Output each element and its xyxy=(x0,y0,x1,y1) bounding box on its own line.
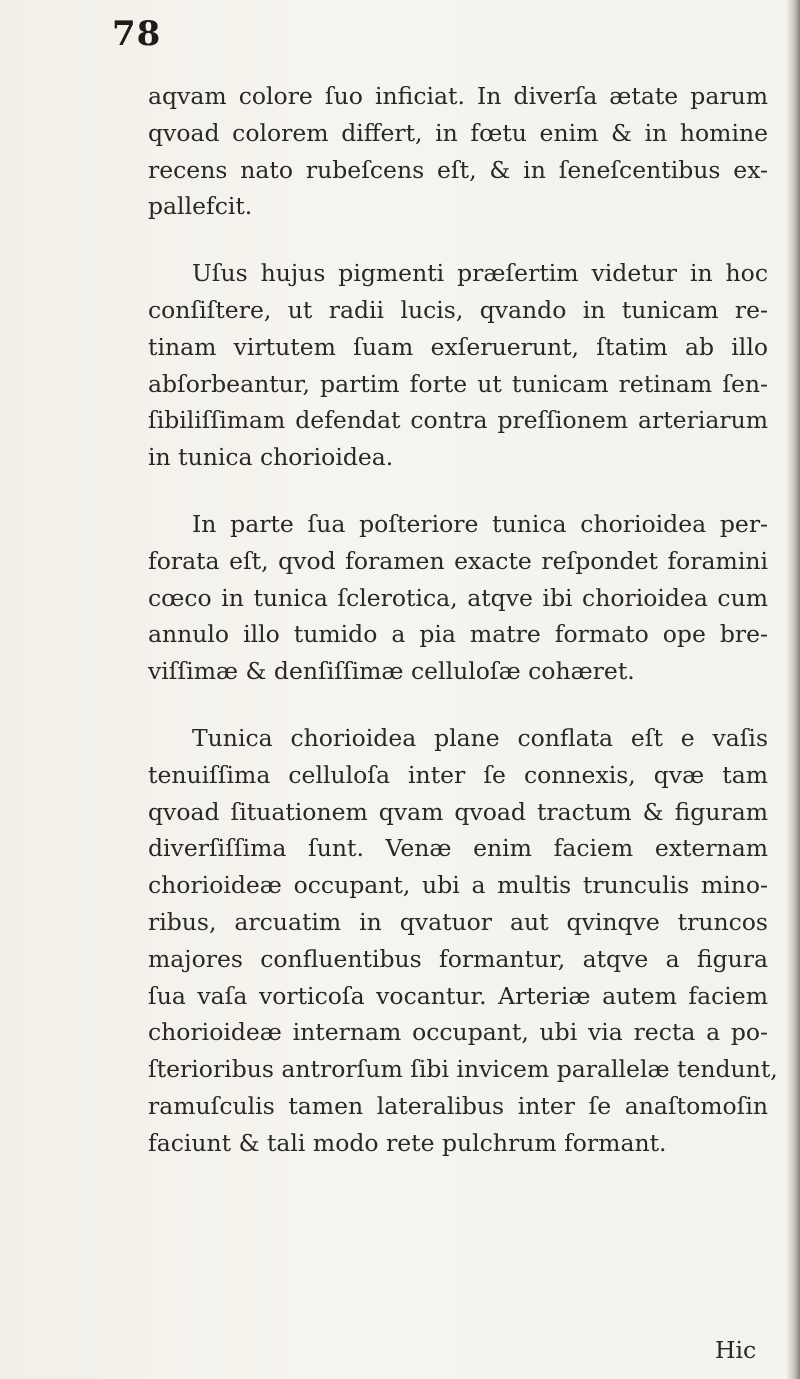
text-line: annulo illo tumido a pia matre formato ope bre- xyxy=(148,620,768,649)
text-line: diverſiſſima ſunt. Venæ enim faciem externam xyxy=(148,834,768,863)
page-number: 78 xyxy=(112,14,162,54)
text-line: in tunica chorioidea. xyxy=(148,443,394,472)
text-line: ſterioribus antrorſum ſibi invicem parallelæ tendunt, xyxy=(148,1055,778,1084)
text-line: forata eſt, qvod foramen exacte reſpondet foramini xyxy=(148,546,768,575)
text-line: aqvam colore ſuo inficiat. In diverſa ætate parum xyxy=(148,82,768,110)
text-line: chorioideæ internam occupant, ubi via recta a po- xyxy=(148,1018,768,1047)
text-line: abſorbeantur, partim forte ut tunicam retinam ſen- xyxy=(148,369,768,398)
text-line: viſſimæ & denſiſſimæ celluloſæ cohæret. xyxy=(148,657,635,686)
text-line: ſibiliſſimam defendat contra preſſionem arteriarum xyxy=(148,406,768,435)
text-line: In parte ſua poſteriore tunica chorioidea per- xyxy=(192,509,768,538)
page-edge-shadow xyxy=(786,0,800,1379)
catchword: Hic xyxy=(715,1336,757,1364)
text-line: ſua vaſa vorticoſa vocantur. Arteriæ autem faciem xyxy=(148,981,768,1010)
text-line: majores confluentibus formantur, atqve a figura xyxy=(148,944,768,973)
paragraph-4 xyxy=(148,720,778,1162)
text-line: Uſus hujus pigmenti præſertim videtur in hoc xyxy=(192,259,768,288)
text-line: qvoad colorem differt, in fœtu enim & in homine xyxy=(148,118,768,147)
paragraph-2 xyxy=(148,255,768,476)
text-line: faciunt & tali modo rete pulchrum formant. xyxy=(148,1128,667,1157)
text-line: qvoad ſituationem qvam qvoad tractum & figuram xyxy=(148,797,768,826)
text-line: tinam virtutem ſuam exſeruerunt, ſtatim ab illo xyxy=(148,332,768,361)
text-line: recens nato rubeſcens eſt, & in ſeneſcentibus ex- xyxy=(148,155,768,184)
body-text xyxy=(148,78,778,1192)
text-line: tenuiſſima celluloſa inter ſe connexis, qvæ tam xyxy=(148,760,768,789)
text-line: ramuſculis tamen lateralibus inter ſe anaſtomoſin xyxy=(148,1091,768,1120)
paragraph-3 xyxy=(148,506,768,690)
text-line: ribus, arcuatim in qvatuor aut qvinqve truncos xyxy=(148,907,768,936)
text-line: chorioideæ occupant, ubi a multis trunculis mino- xyxy=(148,871,768,900)
text-line: conſiſtere, ut radii lucis, qvando in tunicam re- xyxy=(148,295,768,324)
text-line: cœco in tunica ſclerotica, atqve ibi chorioidea cum xyxy=(148,583,768,612)
paragraph-1 xyxy=(148,78,768,225)
text-line: Tunica chorioidea plane conflata eſt e vaſis xyxy=(192,723,768,752)
text-line: pallefcit. xyxy=(148,192,253,221)
